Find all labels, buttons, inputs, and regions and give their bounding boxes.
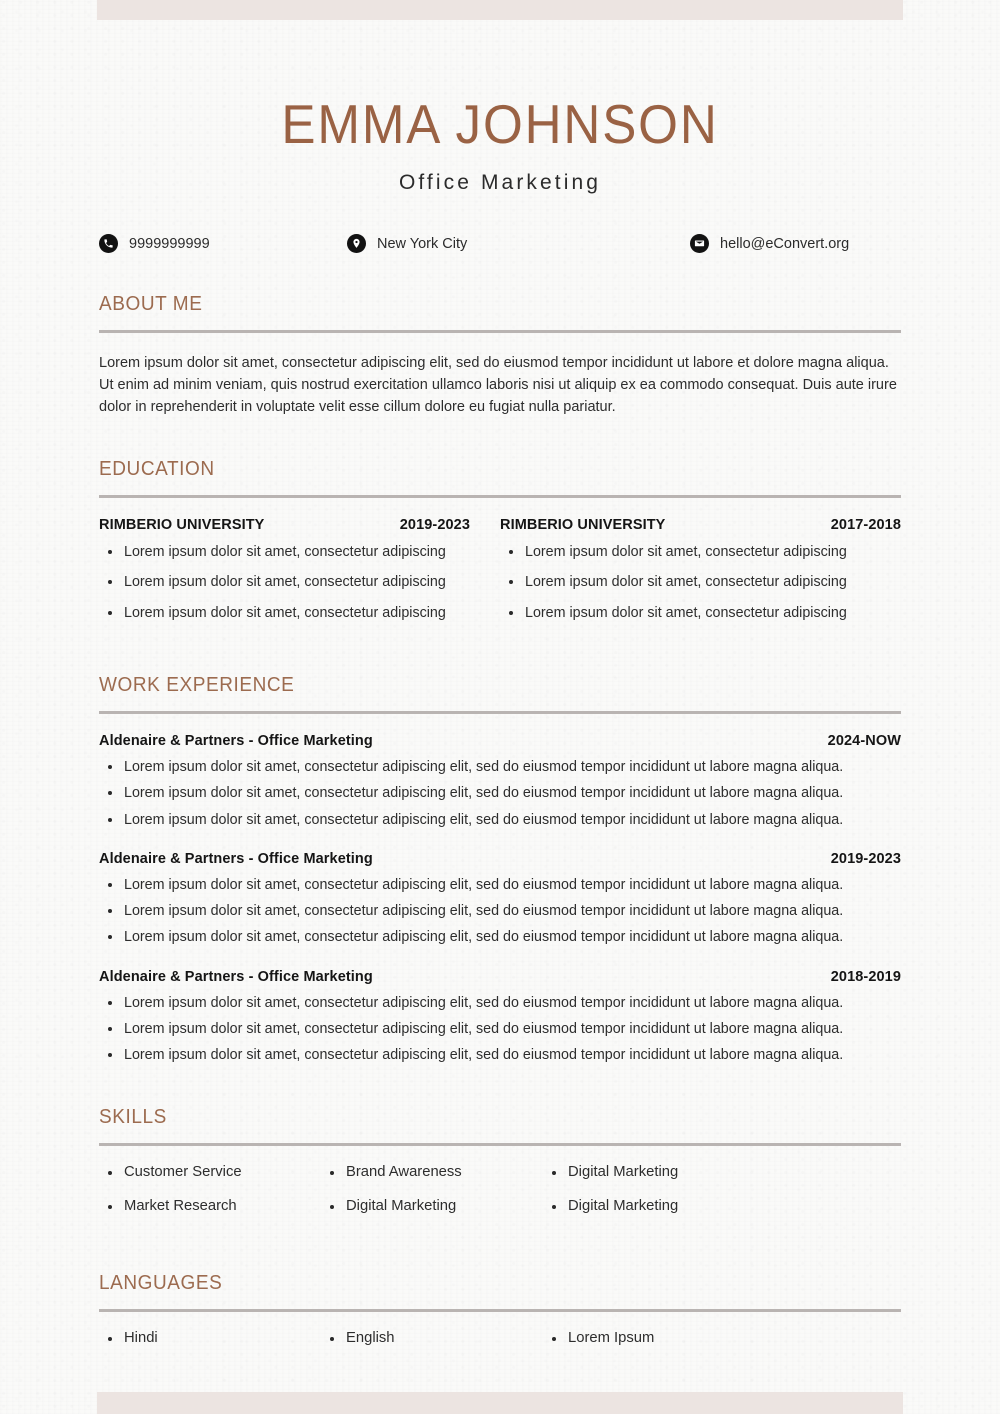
list-item: Lorem ipsum dolor sit amet, consectetur adipiscing — [500, 573, 901, 592]
contact-phone[interactable] — [99, 234, 347, 253]
work-experience-entry — [99, 969, 901, 1066]
list-item: Lorem ipsum dolor sit amet, consectetur adipiscing elit, sed do eiusmod tempor incididunt ut labore magna aliqua. — [99, 902, 901, 921]
work-experience-bullets — [99, 758, 901, 830]
section-education — [99, 458, 901, 634]
location-pin-icon — [347, 234, 366, 253]
education-bullets — [500, 543, 901, 623]
entry-organization: Aldenaire & Partners - Office Marketing — [99, 732, 373, 749]
candidate-name: EMMA JOHNSON — [281, 93, 719, 155]
entry-header — [99, 969, 901, 985]
contact-email-value: hello@eConvert.org — [720, 235, 850, 252]
section-languages — [99, 1272, 901, 1346]
section-title-skills: SKILLS — [99, 1105, 167, 1128]
list-item: Lorem ipsum dolor sit amet, consectetur adipiscing elit, sed do eiusmod tempor incididunt ut labore magna aliqua. — [99, 784, 901, 803]
contact-row — [99, 234, 901, 253]
section-about-me — [99, 293, 901, 418]
skill-item: Digital Marketing — [321, 1198, 543, 1214]
language-item: Lorem Ipsum — [543, 1330, 765, 1346]
entry-organization: RIMBERIO UNIVERSITY — [99, 517, 265, 534]
skill-item: Customer Service — [99, 1164, 321, 1180]
candidate-job-title: Office Marketing — [398, 171, 602, 194]
skill-item: Market Research — [99, 1198, 321, 1214]
section-title-work-experience: WORK EXPERIENCE — [99, 673, 295, 696]
section-divider — [99, 495, 901, 498]
entry-header — [99, 733, 901, 749]
list-item: Lorem ipsum dolor sit amet, consectetur adipiscing elit, sed do eiusmod tempor incididunt ut labore magna aliqua. — [99, 1020, 901, 1039]
section-title-about-me: ABOUT ME — [99, 293, 203, 315]
work-experience-bullets — [99, 876, 901, 948]
entry-header — [500, 517, 901, 533]
entry-organization: Aldenaire & Partners - Office Marketing — [99, 850, 373, 867]
section-skills — [99, 1106, 901, 1232]
entry-organization: Aldenaire & Partners - Office Marketing — [99, 968, 373, 985]
list-item: Lorem ipsum dolor sit amet, consectetur adipiscing elit, sed do eiusmod tempor incididunt ut labore magna aliqua. — [99, 758, 901, 777]
phone-icon — [99, 234, 118, 253]
education-bullets — [99, 543, 470, 623]
skill-item: Digital Marketing — [543, 1164, 765, 1180]
entry-date: 2019-2023 — [399, 517, 470, 534]
list-item: Lorem ipsum dolor sit amet, consectetur adipiscing elit, sed do eiusmod tempor incididunt ut labore magna aliqua. — [99, 876, 901, 895]
skills-grid — [99, 1164, 901, 1232]
contact-location[interactable] — [347, 234, 690, 253]
work-experience-entry — [99, 851, 901, 948]
work-experience-list — [99, 733, 901, 1066]
entry-date: 2017-2018 — [830, 517, 901, 534]
contact-phone-value: 9999999999 — [129, 235, 210, 252]
work-experience-bullets — [99, 994, 901, 1066]
section-work-experience — [99, 674, 901, 1066]
list-item: Lorem ipsum dolor sit amet, consectetur adipiscing elit, sed do eiusmod tempor incididunt ut labore magna aliqua. — [99, 994, 901, 1013]
entry-date: 2024-NOW — [827, 732, 901, 749]
list-item: Lorem ipsum dolor sit amet, consectetur adipiscing — [500, 543, 901, 562]
entry-date: 2018-2019 — [830, 968, 901, 985]
entry-date: 2019-2023 — [830, 850, 901, 867]
languages-grid — [99, 1330, 901, 1346]
section-title-education: EDUCATION — [99, 458, 215, 481]
resume-content — [99, 0, 901, 1346]
education-entry — [99, 517, 500, 634]
language-item: Hindi — [99, 1330, 321, 1346]
section-divider — [99, 1309, 901, 1312]
skill-item: Brand Awareness — [321, 1164, 543, 1180]
list-item: Lorem ipsum dolor sit amet, consectetur adipiscing — [99, 543, 470, 562]
bottom-decorative-band — [97, 1392, 903, 1414]
section-divider — [99, 711, 901, 714]
education-grid — [99, 517, 901, 634]
section-divider — [99, 1143, 901, 1146]
entry-header — [99, 517, 470, 533]
entry-header — [99, 851, 901, 867]
contact-location-value: New York City — [377, 235, 468, 252]
envelope-icon — [690, 234, 709, 253]
skill-item: Digital Marketing — [543, 1198, 765, 1214]
list-item: Lorem ipsum dolor sit amet, consectetur adipiscing elit, sed do eiusmod tempor incididunt ut labore magna aliqua. — [99, 1046, 901, 1065]
list-item: Lorem ipsum dolor sit amet, consectetur adipiscing elit, sed do eiusmod tempor incididunt ut labore magna aliqua. — [99, 811, 901, 830]
section-title-languages: LANGUAGES — [99, 1271, 223, 1294]
contact-email[interactable] — [690, 234, 901, 253]
list-item: Lorem ipsum dolor sit amet, consectetur adipiscing — [99, 573, 470, 592]
list-item: Lorem ipsum dolor sit amet, consectetur adipiscing — [500, 604, 901, 623]
entry-organization: RIMBERIO UNIVERSITY — [500, 517, 666, 534]
education-entry — [500, 517, 901, 634]
section-divider — [99, 330, 901, 333]
list-item: Lorem ipsum dolor sit amet, consectetur adipiscing elit, sed do eiusmod tempor incididunt ut labore magna aliqua. — [99, 928, 901, 947]
language-item: English — [321, 1330, 543, 1346]
about-me-text: Lorem ipsum dolor sit amet, consectetur adipiscing elit, sed do eiusmod tempor incididunt ut labore et dolore magna aliqua. Ut enim ad minim veniam, quis nostrud exercitation ullamco laboris nisi ut aliquip ex ea commodo consequat. Duis aute irure dolor in reprehenderit in voluptate velit esse cillum dolore eu fugiat nulla pariatur. — [99, 355, 897, 416]
work-experience-entry — [99, 733, 901, 830]
list-item: Lorem ipsum dolor sit amet, consectetur adipiscing — [99, 604, 470, 623]
